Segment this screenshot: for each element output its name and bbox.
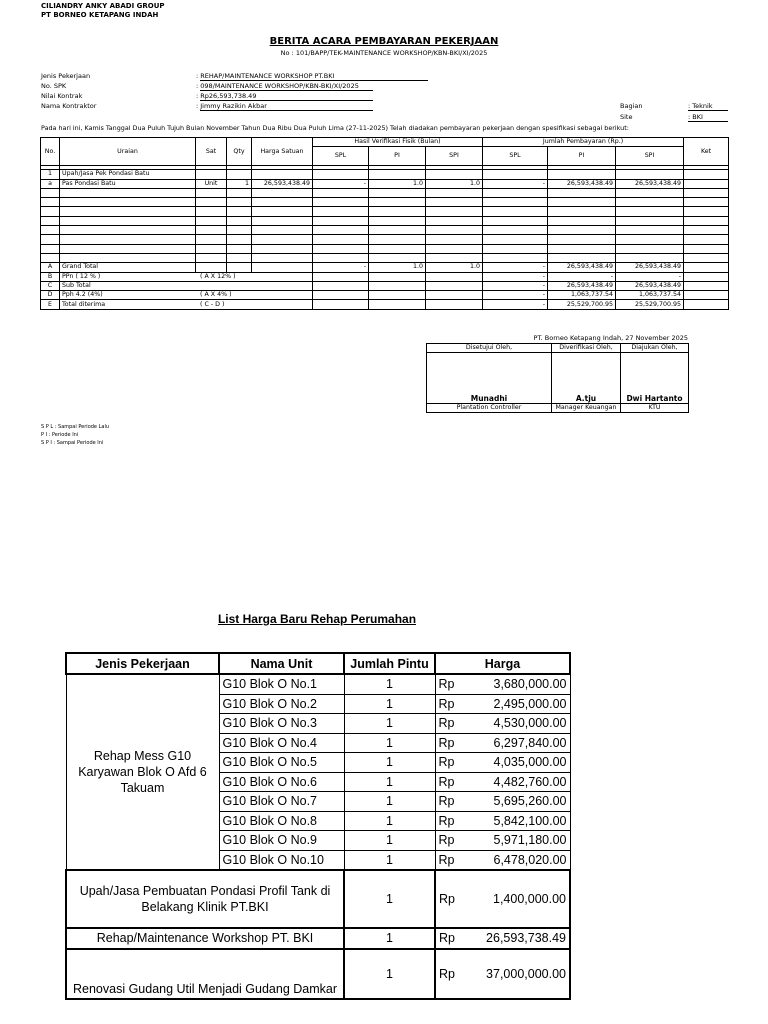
col-header-spl: SPL [313, 147, 369, 166]
site-label: Site [620, 113, 633, 121]
unit-name: G10 Blok O No.8 [219, 811, 344, 831]
currency: Rp [435, 870, 471, 928]
spk-value: : 098/MAINTENANCE WORKSHOP/KBN-BKI/XI/2025 [196, 82, 359, 90]
currency: Rp [435, 733, 471, 753]
row-sat: Unit [196, 179, 227, 188]
unit-pintu: 1 [344, 811, 435, 831]
underline [200, 80, 428, 81]
unit-name: G10 Blok O No.6 [219, 772, 344, 792]
row-jumlah-spi: 26,593,438.49 [616, 179, 684, 188]
legend-spi: S P I : Sampai Periode Ini [41, 440, 104, 446]
item-pintu: 1 [344, 949, 435, 999]
unit-name: G10 Blok O No.3 [219, 714, 344, 734]
currency: Rp [435, 674, 471, 694]
unit-pintu: 1 [344, 674, 435, 694]
signer-name: A.tju [552, 353, 621, 404]
row-harga: 26,593,438.49 [252, 179, 313, 188]
currency: Rp [435, 831, 471, 851]
col-header-pi: PI [548, 147, 616, 166]
row-jumlah-spl: - [483, 291, 548, 300]
place-date: PT. Borneo Ketapang Indah, 27 November 2025 [533, 334, 688, 342]
row-no: 1 [41, 170, 60, 179]
site-value: : BKI [688, 113, 703, 121]
row-no: a [41, 179, 60, 188]
col-header-pi: PI [369, 147, 426, 166]
col-header-sat: Sat [196, 138, 227, 166]
col-header-qty: Qty [227, 138, 252, 166]
unit-pintu: 1 [344, 733, 435, 753]
row-jumlah-pi: 26,593,438.49 [548, 281, 616, 290]
legend-spl: S P L : Sampai Periode Lalu [41, 424, 110, 430]
unit-pintu: 1 [344, 772, 435, 792]
currency: Rp [435, 850, 471, 870]
legend-pi: P I : Periode Ini [41, 432, 79, 438]
underline [688, 110, 728, 111]
verified-label: Diverifikasi Oleh, [552, 344, 621, 353]
col-header-harga-satuan: Harga Satuan [252, 138, 313, 166]
row-jumlah-spl: - [483, 272, 548, 281]
col-header-no: No. [41, 138, 60, 166]
total-row [41, 300, 729, 309]
col-header-unit: Nama Unit [219, 653, 344, 674]
row-formula: ( C - D ) [200, 300, 225, 308]
row-jumlah-spl: - [483, 179, 548, 188]
col-header-spl: SPL [483, 147, 548, 166]
spk-label: No. SPK [41, 82, 67, 90]
bagian-value: : Teknik [688, 102, 713, 110]
unit-pintu: 1 [344, 714, 435, 734]
amount: 6,297,840.00 [471, 733, 570, 753]
amount: 5,695,260.00 [471, 792, 570, 812]
empty-row [41, 207, 729, 216]
col-header-spi: SPI [616, 147, 684, 166]
row-jumlah-pi: - [548, 272, 616, 281]
row-no: E [41, 300, 60, 309]
unit-pintu: 1 [344, 831, 435, 851]
amount: 6,478,020.00 [471, 850, 570, 870]
table-row [66, 674, 570, 694]
unit-name: G10 Blok O No.2 [219, 694, 344, 714]
unit-pintu: 1 [344, 753, 435, 773]
row-jumlah-spi: 26,593,438.49 [616, 263, 684, 272]
currency: Rp [435, 811, 471, 831]
amount: 3,680,000.00 [471, 674, 570, 694]
row-no: A [41, 263, 60, 272]
row-formula: ( A X 4% ) [200, 291, 232, 299]
item-jenis: Rehap/Maintenance Workshop PT. BKI [66, 928, 344, 949]
amount: 26,593,738.49 [471, 928, 570, 949]
currency: Rp [435, 949, 471, 999]
document-number: No : 101/BAPP/TEK-MAINTENANCE WORKSHOP/KBN-BKI/XI/2025 [280, 49, 488, 57]
item-jenis: Upah/Jasa Pembuatan Pondasi Profil Tank di Belakang Klinik PT.BKI [66, 870, 344, 928]
approved-label: Disetujui Oleh, [427, 344, 552, 353]
unit-name: G10 Blok O No.5 [219, 753, 344, 773]
underline [200, 110, 373, 111]
signer-role: Plantation Controller [427, 404, 552, 413]
currency: Rp [435, 753, 471, 773]
row-jumlah-spl: - [483, 281, 548, 290]
signer-role: Manager Keuangan [552, 404, 621, 413]
underline [200, 100, 373, 101]
row-formula: ( A X 12% ) [200, 272, 236, 280]
proposed-label: Diajukan Oleh, [621, 344, 689, 353]
amount: 37,000,000.00 [471, 949, 570, 999]
col-header-ket: Ket [684, 138, 729, 166]
col-header-pintu: Jumlah Pintu [344, 653, 435, 674]
row-uraian: Total diterima [62, 300, 106, 308]
table-row [66, 949, 570, 999]
unit-name: G10 Blok O No.1 [219, 674, 344, 694]
col-header-harga: Harga [435, 653, 570, 674]
table-row [41, 170, 729, 179]
row-uraian: Upah/Jasa Pek Pondasi Batu [60, 170, 196, 179]
table-row [66, 928, 570, 949]
unit-name: G10 Blok O No.4 [219, 733, 344, 753]
amount: 1,400,000.00 [471, 870, 570, 928]
empty-row [41, 188, 729, 197]
row-jumlah-spl: - [483, 300, 548, 309]
row-pi: 1.0 [369, 263, 426, 272]
unit-name: G10 Blok O No.10 [219, 850, 344, 870]
bagian-label: Bagian [620, 102, 643, 110]
row-uraian: Grand Total [60, 263, 196, 272]
currency: Rp [435, 694, 471, 714]
amount: 5,842,100.00 [471, 811, 570, 831]
statement-text: Pada hari ini, Kamis Tanggal Dua Puluh Tujuh Bulan November Tahun Dua Ribu Dua Puluh Lima (27-11-2025) Telah diadakan pembayaran pekerjaan dengan spesifikasi sebagai berikut: [41, 124, 629, 132]
jenis-pekerjaan-value: : REHAP/MAINTENANCE WORKSHOP PT.BKI [196, 72, 335, 80]
empty-row [41, 216, 729, 225]
empty-row [41, 198, 729, 207]
row-jumlah-pi: 1,063,737.54 [548, 291, 616, 300]
table-row [41, 179, 729, 188]
amount: 5,971,180.00 [471, 831, 570, 851]
signer-name: Dwi Hartanto [621, 353, 689, 404]
company-name: PT BORNEO KETAPANG INDAH [41, 11, 159, 19]
row-no: C [41, 281, 60, 290]
row-spi: 1.0 [426, 263, 483, 272]
amount: 2,495,000.00 [471, 694, 570, 714]
currency: Rp [435, 792, 471, 812]
row-jumlah-pi: 25,529,700.95 [548, 300, 616, 309]
group-jenis: Rehap Mess G10 Karyawan Blok O Afd 6 Takuam [66, 674, 219, 870]
nilai-kontrak-label: Nilai Kontrak [41, 92, 83, 100]
unit-pintu: 1 [344, 792, 435, 812]
empty-row [41, 253, 729, 262]
row-qty: 1 [227, 179, 252, 188]
col-header-verifikasi: Hasil Verifikasi Fisik (Bulan) [313, 138, 483, 147]
row-spi: 1.0 [426, 179, 483, 188]
signature-table [426, 343, 689, 413]
empty-row [41, 226, 729, 235]
item-pintu: 1 [344, 870, 435, 928]
col-header-uraian: Uraian [60, 138, 196, 166]
amount: 4,530,000.00 [471, 714, 570, 734]
currency: Rp [435, 928, 471, 949]
item-jenis: Renovasi Gudang Util Menjadi Gudang Damkar [66, 949, 344, 999]
amount: 4,482,760.00 [471, 772, 570, 792]
unit-pintu: 1 [344, 694, 435, 714]
price-list-title: List Harga Baru Rehap Perumahan [217, 612, 417, 626]
jenis-pekerjaan-label: Jenis Pekerjaan [41, 72, 91, 80]
document-title: BERITA ACARA PEMBAYARAN PEKERJAAN [269, 36, 499, 47]
table-row [66, 870, 570, 928]
kontraktor-value: : Jimmy Razikin Akbar [196, 102, 267, 110]
row-jumlah-spi: 26,593,438.49 [616, 281, 684, 290]
row-jumlah-spi: 25,529,700.95 [616, 300, 684, 309]
amount: 4,035,000.00 [471, 753, 570, 773]
row-uraian: Sub Total [60, 281, 313, 290]
signer-role: KTU [621, 404, 689, 413]
price-list-table [65, 652, 571, 1000]
nilai-kontrak-value: : Rp26,593,738.49 [196, 92, 257, 100]
row-uraian: PPn ( 12 % ) [62, 272, 101, 280]
payment-table [40, 137, 729, 310]
empty-row [41, 244, 729, 253]
unit-name: G10 Blok O No.7 [219, 792, 344, 812]
row-spl: - [313, 263, 369, 272]
row-jumlah-spi: 1,063,737.54 [616, 291, 684, 300]
pph-row [41, 291, 729, 300]
unit-pintu: 1 [344, 850, 435, 870]
col-header-jenis: Jenis Pekerjaan [66, 653, 219, 674]
company-group-name: CILIANDRY ANKY ABADI GROUP [41, 2, 165, 10]
row-jumlah-pi: 26,593,438.49 [548, 263, 616, 272]
row-jumlah-pi: 26,593,438.49 [548, 179, 616, 188]
row-uraian: Pas Pondasi Batu [60, 179, 196, 188]
currency: Rp [435, 714, 471, 734]
currency: Rp [435, 772, 471, 792]
item-pintu: 1 [344, 928, 435, 949]
empty-row [41, 235, 729, 244]
row-spl: - [313, 179, 369, 188]
underline [688, 121, 728, 122]
underline [200, 90, 373, 91]
row-no: B [41, 272, 60, 281]
row-no: D [41, 291, 60, 300]
row-jumlah-spi: - [616, 272, 684, 281]
col-header-jumlah: Jumlah Pembayaran (Rp.) [483, 138, 684, 147]
unit-name: G10 Blok O No.9 [219, 831, 344, 851]
subtotal-row [41, 281, 729, 290]
ppn-row [41, 272, 729, 281]
col-header-spi: SPI [426, 147, 483, 166]
row-uraian: Pph 4.2 (4%) [62, 291, 103, 299]
grand-total-row [41, 263, 729, 272]
signer-name: Munadhi [427, 353, 552, 404]
row-pi: 1.0 [369, 179, 426, 188]
kontraktor-label: Nama Kontraktor [41, 102, 97, 110]
row-jumlah-spl: - [483, 263, 548, 272]
